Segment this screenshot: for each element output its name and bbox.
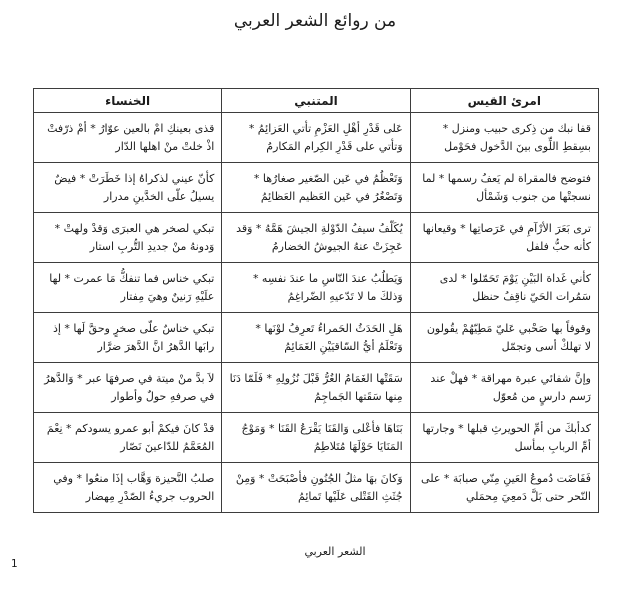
poem-cell-mutanabbi-8: وَكانَ بهَا مثلُ الجُنُونِ فأصْبَحَتْ * وَمِنْ جُثَثِ القَتْلى عَلَيْها تَمائِمُ: [222, 463, 410, 513]
poem-cell-khansa-3: تبكي لصخر هي العبرَى وَقدْ ولهتْ * وَدونهُ منْ جديدِ التُّربِ استار: [34, 213, 222, 263]
poem-cell-khansa-1: قذى بعينكِ امْ بالعين عوّارُ * أمْ ذرّفتْ اذْ خلتْ منْ اهلها الدّار: [34, 113, 222, 163]
poem-cell-imru-alqays-4: كأني غَداة البَيْنِ يَوْمَ تَحَمّلوا * لدى سَمُرات الحَيّ ناقِفُ حنظل: [410, 263, 598, 313]
column-header-mutanabbi: المتنبي: [222, 89, 410, 113]
poem-cell-mutanabbi-3: يُكَلّفُ سيفُ الدّوْلةِ الجيشَ هَمَّهُ * وَقد عَجِزَتْ عنهُ الجيوشُ الخضارمُ: [222, 213, 410, 263]
poem-cell-imru-alqays-1: قفا نبك من ذِكرى حبيب ومنزل * بسِقطِ اللِّوى بينَ الدَّخول فحَوْمل: [410, 113, 598, 163]
table-row: [34, 263, 599, 313]
page-title: من روائع الشعر العربي: [233, 11, 397, 31]
poem-cell-imru-alqays-3: ترى بَعَرَ الأرْآمِ في عَرَصاتِها * وقيعانها كأنه حبُّ فلفل: [410, 213, 598, 263]
poem-cell-imru-alqays-7: كدأبكَ من أمِّ الحويرثِ قبلها * وجارتها أمِّ الربابِ بمأسل: [410, 413, 598, 463]
table-row: [34, 363, 599, 413]
column-header-khansa: الخنساء: [34, 89, 222, 113]
table-row: [34, 113, 599, 163]
poem-cell-khansa-2: كأنّ عيني لذكراهُ إذا خَطَرَتْ * فيضٌ يسيلُ علّى الخدَّينِ مدرار: [34, 163, 222, 213]
poem-cell-mutanabbi-1: عَلى قَدْرِ أهْلِ العَزْمِ تأتي العَزائِمُ * وَتأتي على قَدْرِ الكِرام المَكارمُ: [222, 113, 410, 163]
table-row: [34, 413, 599, 463]
table-row: [34, 163, 599, 213]
poem-cell-khansa-5: تبكي خناسٌ علّى صخرٍ وحقَّ لَها * إذ رابَها الدَّهرُ انَّ الدَّهرَ ضرَّار: [34, 313, 222, 363]
poem-cell-imru-alqays-6: وإنَّ شفائي عبرة مهراقة * فهلْ عند رَسم دارسٍ من مُعوّل: [410, 363, 598, 413]
poetry-table: [33, 88, 599, 513]
poem-cell-imru-alqays-2: فتوضح فالمقراة لم يَعفُ رسمها * لما نسجتْها من جنوب وَشَمْأل: [410, 163, 598, 213]
poem-cell-mutanabbi-5: هَلِ الحَدَثُ الحَمراءُ تَعرِفُ لوْنَها * وَتَعْلَمُ أيُّ السّاقيَيْنِ الغَمَائِمُ: [222, 313, 410, 363]
poem-cell-khansa-4: تبكي خناس فما تنفكُّ مَا عمرت * لها علَيْهِ رَنينٌ وهيَ مِفتار: [34, 263, 222, 313]
poem-cell-imru-alqays-8: فَفَاضَت دُموعُ العَينِ مِنّي صبابَة * على النّحر حتى بَلَّ دَمعِيَ مِحمَلي: [410, 463, 598, 513]
poem-cell-mutanabbi-4: وَيَطلُبُ عندَ النّاسِ ما عندَ نفسِه * وَذلكَ ما لا تَدّعيهِ الضّراغِمُ: [222, 263, 410, 313]
header-row: [34, 89, 599, 113]
footer-title: الشعر العربي: [304, 545, 366, 558]
table-row: [34, 463, 599, 513]
poem-cell-khansa-6: لاَ بدَّ منْ ميتة في صرفهَا عبر * وَالدَّهرُ في صرفهِ حولٌ وأطوار: [34, 363, 222, 413]
poem-cell-khansa-7: قدْ كانَ فيكمْ أبو عمرو يسودكم * نِعْمَ المُعَمَّمُ للدّاعينَ نَصّار: [34, 413, 222, 463]
table-row: [34, 213, 599, 263]
poem-cell-mutanabbi-2: وَتَعْظُمُ في عَين الصّغير صغارُها * وَتَصْغُرُ في عَين العَظيم العَظائِمُ: [222, 163, 410, 213]
poem-cell-mutanabbi-6: سَقَتْها الغَمَامُ الغُرُّ قَبْلَ نُزُولِهِ * فَلَمّا دَنَا مِنها سَقَتها الجَماجِمُ: [222, 363, 410, 413]
poem-cell-imru-alqays-5: وقوفاً بها صَحْبي عَليّ مَطِيّهُمْ يقُولون لا تهلكْ أسى وتجمّل: [410, 313, 598, 363]
poem-cell-mutanabbi-7: بَنَاهَا فأعْلى وَالقَنَا يَقْرَعُ القَنَا * وَمَوْجُ المَنَايَا حَوْلَهَا مُتَلاطِمُ: [222, 413, 410, 463]
column-header-imru-alqays: امرئ القيس: [410, 89, 598, 113]
poem-cell-khansa-8: صلبُ النَّحيزة وَهَّاب إذَا منعُوا * وفي الحروب جريءُ الصّدْرِ مِهضار: [34, 463, 222, 513]
page-number: 1: [11, 558, 18, 570]
table-row: [34, 313, 599, 363]
